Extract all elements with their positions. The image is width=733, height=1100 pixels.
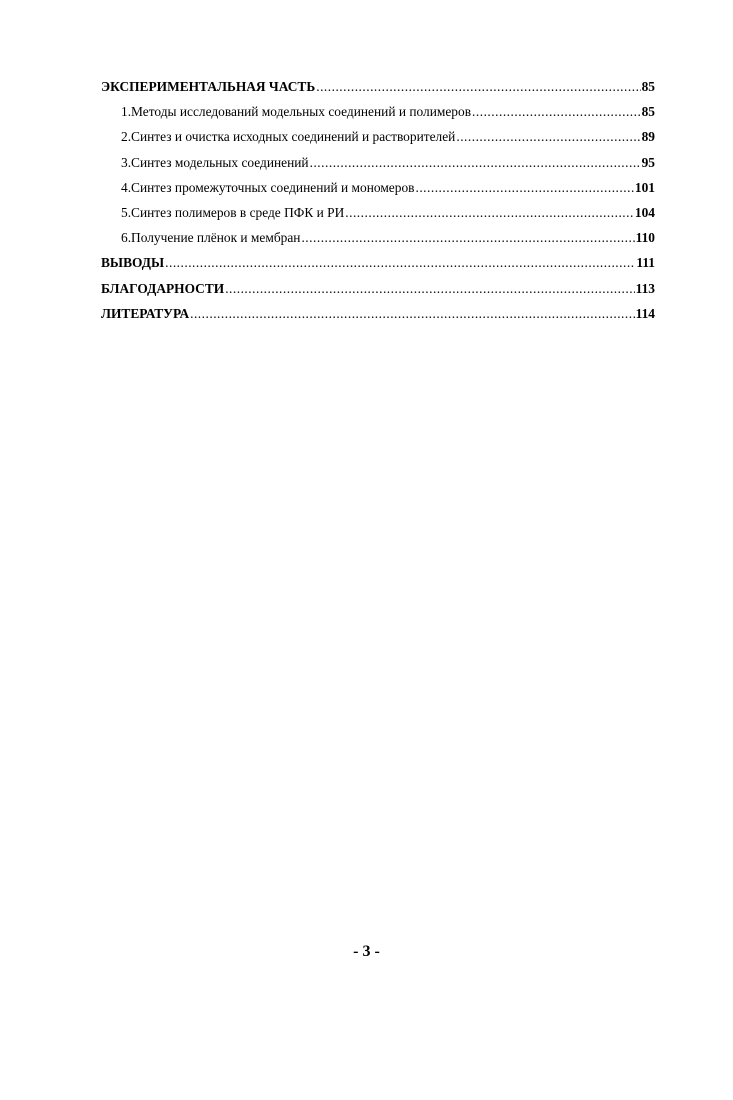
toc-dot-leader: [345, 200, 634, 225]
toc-entry-experimental: [101, 74, 655, 99]
toc-entry-conclusions: [101, 250, 655, 275]
toc-subentry-3: [101, 150, 655, 175]
toc-dot-leader: [225, 276, 634, 301]
toc-entry-title: БЛАГОДАРНОСТИ: [101, 280, 225, 296]
toc-subentry-number: 4.: [121, 179, 132, 195]
toc-subentry-6: [101, 225, 655, 250]
toc-dot-leader: [190, 301, 635, 326]
toc-subentry-5: [101, 200, 655, 225]
toc-dot-leader: [301, 225, 634, 250]
toc-subentry-2: [101, 124, 655, 149]
toc-subentry-page: 95: [641, 154, 655, 170]
toc-entry-title: ЛИТЕРАТУРА: [101, 305, 190, 321]
toc-subentry-page: 101: [634, 179, 655, 195]
toc-entry-literature: [101, 301, 655, 326]
toc-subentry-number: 3.: [121, 154, 132, 170]
toc-dot-leader: [310, 150, 641, 175]
toc-subentry-title: Синтез промежуточных соединений и мономеров: [131, 179, 415, 195]
table-of-contents: [101, 74, 655, 326]
toc-entry-page: 114: [635, 305, 655, 321]
toc-entry-title: ЭКСПЕРИМЕНТАЛЬНАЯ ЧАСТЬ: [101, 79, 316, 94]
toc-subentry-1: [101, 99, 655, 124]
page-number: - 3 -: [353, 943, 380, 960]
toc-subentry-title: Получение плёнок и мембран: [131, 230, 301, 246]
toc-dot-leader: [165, 250, 635, 275]
toc-subentry-page: 104: [634, 204, 655, 220]
toc-entry-acknowledgements: [101, 276, 655, 301]
toc-subentry-title: Синтез и очистка исходных соединений и растворителей: [131, 129, 456, 145]
toc-entry-title: ВЫВОДЫ: [101, 255, 165, 271]
toc-subentry-4: [101, 175, 655, 200]
toc-dot-leader: [415, 175, 633, 200]
toc-subentry-page: 110: [635, 230, 655, 246]
toc-subentry-page: 89: [641, 129, 655, 145]
toc-subentry-number: 6.: [121, 230, 132, 246]
toc-entry-page: 85: [641, 79, 655, 94]
toc-subentry-title: Синтез полимеров в среде ПФК и РИ: [131, 204, 345, 220]
toc-subentry-number: 1.: [121, 104, 132, 120]
toc-dot-leader: [456, 124, 640, 149]
toc-subentry-title: Синтез модельных соединений: [131, 154, 309, 170]
toc-entry-page: 111: [636, 255, 655, 271]
toc-subentry-page: 85: [641, 104, 655, 120]
toc-dot-leader: [316, 74, 640, 99]
toc-entry-page: 113: [635, 280, 655, 296]
toc-subentry-number: 2.: [121, 129, 132, 145]
toc-subentry-number: 5.: [121, 204, 132, 220]
toc-dot-leader: [472, 99, 641, 124]
toc-subentry-title: Методы исследований модельных соединений и полимеров: [131, 104, 472, 120]
